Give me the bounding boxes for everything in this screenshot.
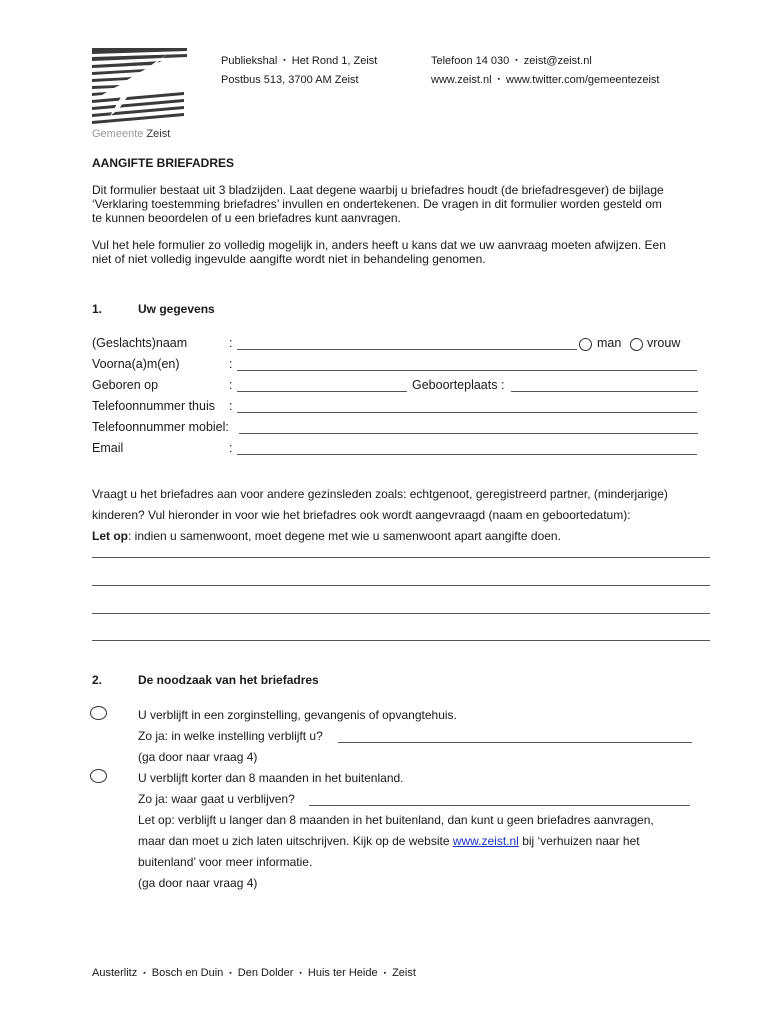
footer-place-zeist: Zeist bbox=[392, 967, 416, 979]
section-1-number: 1. bbox=[92, 302, 103, 316]
phone-mobile-field[interactable] bbox=[239, 433, 698, 434]
colon: : bbox=[229, 399, 233, 413]
footer-place-den-dolder: Den Dolder bbox=[237, 967, 294, 979]
intro-p2-line2: niet of niet volledig ingevulde aangifte wordt niet in behandeling genomen. bbox=[92, 252, 486, 266]
email-field[interactable] bbox=[237, 454, 697, 455]
logo-mark bbox=[92, 48, 187, 126]
intro-p1-line3: te kunnen beoordelen of u een briefadres kunt aanvragen. bbox=[92, 211, 401, 225]
option-abroad-goto: (ga door naar vraag 4) bbox=[138, 876, 258, 890]
family-line2: kinderen? Vul hieronder in voor wie het briefadres ook wordt aangevraagd (naam en geboortedatum): bbox=[92, 508, 631, 522]
logo-text-prefix: Gemeente bbox=[92, 128, 144, 140]
logo bbox=[92, 48, 187, 126]
contact-twitter[interactable]: www.twitter.com/gemeentezeist bbox=[506, 74, 660, 87]
family-line-field-2[interactable] bbox=[92, 585, 710, 586]
address-street: Het Rond 1, Zeist bbox=[291, 55, 378, 67]
note-label: Let op bbox=[92, 529, 128, 543]
label-firstnames: Voorna(a)m(en) bbox=[92, 357, 180, 371]
option-abroad-label: U verblijft korter dan 8 maanden in het buitenland. bbox=[138, 771, 404, 785]
abroad-note-post: bij ‘verhuizen naar het bbox=[518, 834, 640, 848]
gender-woman-radio[interactable] bbox=[630, 338, 643, 351]
option-institution-radio[interactable] bbox=[90, 706, 107, 720]
intro-p2-line1: Vul het hele formulier zo volledig mogelijk in, anders heeft u kans dat we uw aanvraag moeten afwijzen. Een bbox=[92, 238, 666, 252]
family-line-field-1[interactable] bbox=[92, 557, 710, 558]
colon: : bbox=[229, 441, 233, 455]
header-address bbox=[221, 54, 377, 87]
separator: ▪ bbox=[229, 969, 232, 977]
gender-man-label: man bbox=[597, 336, 622, 350]
contact-email[interactable]: zeist@zeist.nl bbox=[523, 55, 592, 67]
label-phone-mobile: Telefoonnummer mobiel: bbox=[92, 420, 229, 434]
abroad-location-field[interactable] bbox=[309, 805, 690, 806]
header-contact bbox=[431, 54, 659, 87]
intro-p1-line1: Dit formulier bestaat uit 3 bladzijden. Laat degene waarbij u briefadres houdt (de briefadresgever) de bijlage bbox=[92, 183, 664, 197]
contact-website[interactable]: www.zeist.nl bbox=[431, 74, 492, 87]
abroad-note-line2 bbox=[138, 831, 708, 852]
page-title: AANGIFTE BRIEFADRES bbox=[92, 156, 235, 170]
option-institution-goto: (ga door naar vraag 4) bbox=[138, 750, 258, 764]
abroad-note-pre: maar dan moet u zich laten uitschrijven. Kijk op de website bbox=[138, 834, 453, 848]
abroad-note-line3: buitenland’ voor meer informatie. bbox=[138, 855, 313, 869]
label-surname: (Geslachts)naam bbox=[92, 336, 188, 350]
logo-text bbox=[92, 128, 170, 140]
gender-man-radio[interactable] bbox=[579, 338, 592, 351]
section-2-title: De noodzaak van het briefadres bbox=[138, 673, 319, 687]
address-publiekshal: Publiekshal bbox=[221, 55, 278, 67]
family-line-field-3[interactable] bbox=[92, 613, 710, 614]
separator: ▪ bbox=[299, 969, 302, 977]
option-institution-question: Zo ja: in welke instelling verblijft u? bbox=[138, 729, 323, 743]
footer bbox=[92, 967, 416, 979]
separator: ▪ bbox=[383, 969, 387, 977]
family-note bbox=[92, 526, 732, 547]
label-birthplace: Geboorteplaats : bbox=[412, 378, 505, 392]
section-2-options bbox=[138, 705, 708, 894]
separator: ▪ bbox=[143, 969, 146, 977]
phone-home-field[interactable] bbox=[237, 412, 697, 413]
family-question bbox=[92, 484, 732, 547]
label-email: Email bbox=[92, 441, 124, 455]
abroad-note-line1: Let op: verblijft u langer dan 8 maanden in het buitenland, dan kunt u geen briefadres aanvragen, bbox=[138, 813, 654, 827]
label-birthdate: Geboren op bbox=[92, 378, 159, 392]
footer-place-bosch-en-duin: Bosch en Duin bbox=[151, 967, 224, 979]
intro-p1-line2: ‘Verklaring toestemming briefadres’ invullen en ondertekenen. De vragen in dit formulier worden gesteld om bbox=[92, 197, 662, 211]
address-postbus: Postbus 513, 3700 AM Zeist bbox=[221, 74, 359, 87]
section-1-title: Uw gegevens bbox=[138, 302, 215, 316]
colon: : bbox=[229, 378, 233, 392]
colon: : bbox=[229, 357, 233, 371]
contact-phone: Telefoon 14 030 bbox=[431, 55, 510, 67]
birthplace-field[interactable] bbox=[511, 391, 698, 392]
option-institution-label: U verblijft in een zorginstelling, gevangenis of opvangtehuis. bbox=[138, 708, 457, 722]
separator: ▪ bbox=[283, 57, 286, 65]
surname-field[interactable] bbox=[237, 349, 577, 350]
gender-woman-label: vrouw bbox=[647, 336, 681, 350]
logo-text-name: Zeist bbox=[146, 128, 171, 140]
label-phone-home: Telefoonnummer thuis bbox=[92, 399, 215, 413]
intro-paragraph-1 bbox=[92, 183, 712, 225]
firstnames-field[interactable] bbox=[237, 370, 697, 371]
footer-place-austerlitz: Austerlitz bbox=[92, 967, 138, 979]
birthdate-field[interactable] bbox=[237, 391, 407, 392]
option-abroad-question: Zo ja: waar gaat u verblijven? bbox=[138, 792, 295, 806]
section-2-number: 2. bbox=[92, 673, 103, 687]
colon: : bbox=[229, 336, 233, 350]
family-line-field-4[interactable] bbox=[92, 640, 710, 641]
separator: ▪ bbox=[497, 76, 501, 84]
note-text: : indien u samenwoont, moet degene met wie u samenwoont apart aangifte doen. bbox=[128, 529, 561, 543]
footer-place-huis-ter-heide: Huis ter Heide bbox=[307, 967, 378, 979]
intro-paragraph-2 bbox=[92, 238, 712, 266]
separator: ▪ bbox=[515, 57, 518, 65]
website-link[interactable]: www.zeist.nl bbox=[452, 834, 519, 848]
option-abroad-radio[interactable] bbox=[90, 769, 107, 783]
family-line1: Vraagt u het briefadres aan voor andere gezinsleden zoals: echtgenoot, geregistreerd partner, (minderjarige) bbox=[92, 487, 668, 501]
institution-field[interactable] bbox=[338, 742, 692, 743]
